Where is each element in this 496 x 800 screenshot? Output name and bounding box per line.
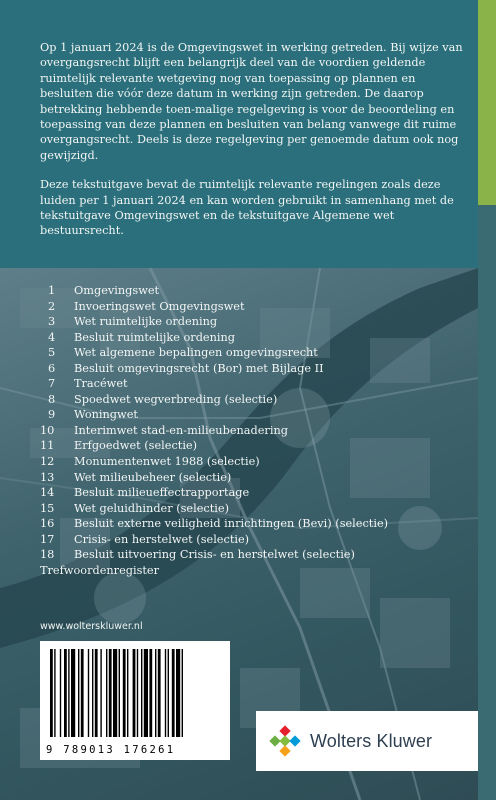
isbn-number: 9 789013 176261 <box>46 744 176 756</box>
barcode-bar <box>109 649 112 737</box>
barcode-bar <box>60 649 61 737</box>
description-paragraph-2: Deze tekstuitgave bevat de ruimtelijk relevante regelingen zoals deze luiden per 1 januari 2024 en kan worden gebruikt in samenhang met de tekstuitgave Omgevingswet en de tekstuitgave Algemene wet bestuursrecht. <box>40 178 454 238</box>
contents-item <box>40 501 470 517</box>
isbn-barcode <box>40 641 230 760</box>
contents-item-number: 11 <box>40 439 55 453</box>
contents-item-number: 8 <box>48 392 56 406</box>
contents-item <box>40 283 470 299</box>
barcode-bar <box>50 649 53 737</box>
contents-item-number: 5 <box>48 346 56 360</box>
barcode-bar <box>113 649 117 737</box>
contents-item-title: Besluit omgevingsrecht (Bor) met Bijlage II <box>74 361 324 375</box>
contents-item-title: Wet milieubeheer (selectie) <box>74 470 232 484</box>
contents-item-title: Besluit ruimtelijke ordening <box>74 330 236 344</box>
contents-item <box>40 392 470 408</box>
contents-item-title: Woningwet <box>74 408 138 422</box>
barcode-bar <box>155 649 156 737</box>
barcode-bar <box>123 649 126 737</box>
contents-item <box>40 314 470 330</box>
contents-item-title: Omgevingswet <box>74 284 160 297</box>
barcode-bar <box>119 649 120 737</box>
contents-item-number: 2 <box>48 299 56 313</box>
wolters-kluwer-logo-icon <box>268 724 302 758</box>
contents-item <box>40 361 470 377</box>
contents-list <box>40 283 470 578</box>
contents-item-number: 15 <box>40 501 55 515</box>
contents-item-number: 16 <box>40 517 55 531</box>
contents-item <box>40 438 470 454</box>
contents-item-title: Wet ruimtelijke ordening <box>74 315 218 329</box>
publisher-name: Wolters Kluwer <box>310 730 433 751</box>
barcode-bar <box>106 649 107 737</box>
contents-item-number: 13 <box>40 470 55 484</box>
contents-item <box>40 407 470 423</box>
barcode-bar <box>68 649 69 737</box>
barcode-bar <box>144 649 148 737</box>
contents-item-title: Spoedwet wegverbreding (selectie) <box>74 392 278 406</box>
contents-item-title: Trefwoordenregister <box>40 563 160 577</box>
contents-item-number: 1 <box>48 284 56 297</box>
contents-item <box>40 299 470 315</box>
spine-strip <box>478 0 496 800</box>
contents-item-title: Monumentenwet 1988 (selectie) <box>74 455 260 469</box>
contents-item-title: Wet algemene bepalingen omgevingsrecht <box>74 346 318 360</box>
contents-item-index <box>40 563 470 579</box>
barcode-bar <box>71 649 75 737</box>
contents-item-number: 14 <box>40 486 55 500</box>
contents-item-title: Invoeringswet Omgevingswet <box>74 299 245 313</box>
contents-item <box>40 516 470 532</box>
contents-item-number: 4 <box>48 330 56 344</box>
barcode-bar <box>95 649 98 737</box>
barcode-bar <box>92 649 93 737</box>
contents-item-number: 7 <box>48 377 56 391</box>
contents-item-title: Tracéwet <box>74 377 128 391</box>
barcode-bar <box>149 649 152 737</box>
contents-item-title: Erfgoedwet (selectie) <box>74 439 198 453</box>
contents-item <box>40 470 470 486</box>
barcode-bars <box>50 649 220 737</box>
back-cover-description <box>40 40 465 253</box>
contents-item-title: Besluit milieueffectrapportage <box>74 486 250 500</box>
contents-item-title: Wet geluidhinder (selectie) <box>74 501 229 515</box>
publisher-website: www.wolterskluwer.nl <box>40 621 143 632</box>
barcode-bar <box>172 649 175 737</box>
contents-item <box>40 423 470 439</box>
barcode-bar <box>182 649 183 737</box>
contents-item-title: Besluit externe veiligheid inrichtingen (Bevi) (selectie) <box>74 517 389 531</box>
contents-item-title: Crisis- en herstelwet (selectie) <box>74 532 250 546</box>
contents-item <box>40 547 470 563</box>
spine-green-accent <box>478 0 496 205</box>
barcode-bar <box>137 649 138 737</box>
contents-item <box>40 454 470 470</box>
contents-item-number: 3 <box>48 315 56 329</box>
barcode-bar <box>127 649 128 737</box>
contents-item <box>40 532 470 548</box>
contents-item-number: 12 <box>40 455 55 469</box>
contents-item <box>40 376 470 392</box>
barcode-bar <box>133 649 136 737</box>
barcode-bar <box>54 649 55 737</box>
description-paragraph-1: Op 1 januari 2024 is de Omgevingswet in werking getreden. Bij wijze van overgangsrecht blijft een belangrijk deel van de voordien geldende ruimtelijk relevante wetgeving nog van toepassing op plannen en besluiten die vóór deze datum in werking zijn getreden. De daarop betrekking hebbende toen-malige regelgeving is voor de beoordeling en toepassing van deze plannen en besluiten van belang vanwege dit ruime overgangsrecht. Deels is deze regelgeving per genoemde datum ook nog gewijzigd. <box>40 41 463 162</box>
contents-item <box>40 485 470 501</box>
barcode-bar <box>100 649 101 737</box>
barcode-bar <box>141 649 142 737</box>
contents-item-number: 18 <box>40 548 55 562</box>
barcode-bar <box>176 649 180 737</box>
publisher-logo <box>256 711 478 771</box>
contents-item <box>40 330 470 346</box>
barcode-bar <box>165 649 166 737</box>
barcode-bar <box>78 649 79 737</box>
contents-item <box>40 345 470 361</box>
contents-item-title: Interimwet stad-en-milieubenadering <box>74 423 288 437</box>
barcode-bar <box>64 649 67 737</box>
contents-item-number: 9 <box>48 408 56 422</box>
barcode-bar <box>88 649 89 737</box>
contents-item-number: 6 <box>48 361 56 375</box>
barcode-bar <box>168 649 169 737</box>
barcode-bar <box>158 649 161 737</box>
contents-item-title: Besluit uitvoering Crisis- en herstelwet (selectie) <box>74 548 355 562</box>
contents-item-number: 10 <box>40 423 55 437</box>
barcode-bar <box>81 649 84 737</box>
contents-item-number: 17 <box>40 532 55 546</box>
